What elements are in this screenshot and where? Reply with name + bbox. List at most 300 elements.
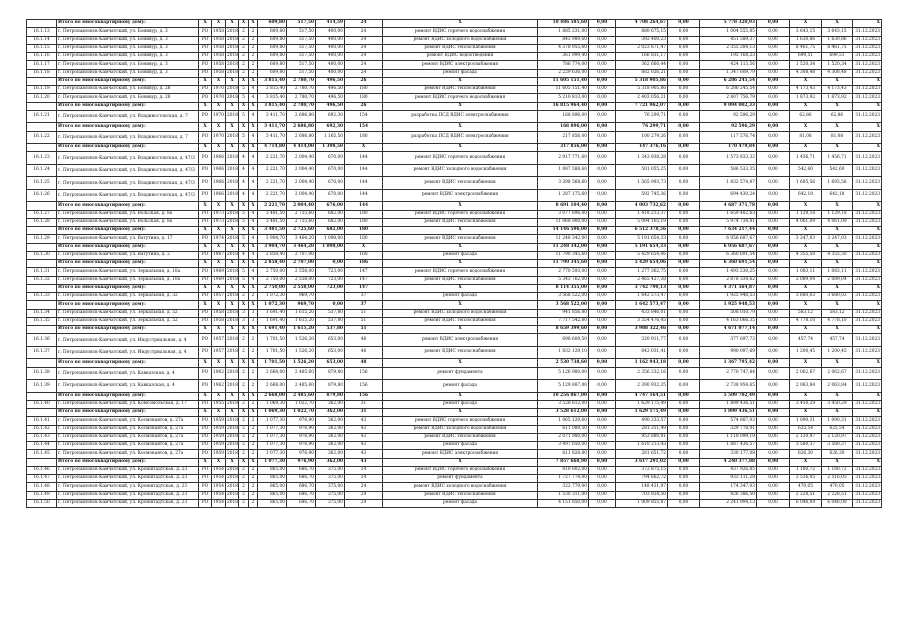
living-area-cell: 1 526,20 [287,359,316,367]
other-funds-cell: 0,00 [757,326,790,334]
owner-funds-cell: 826 386,50 [700,491,757,499]
local-funds-cell: 0,00 [668,202,700,210]
unit-cost-cell: 2 228,51 [790,491,822,499]
nonliving-area-cell [316,251,345,259]
unit-cost-cell: 1 129,18 [790,210,822,218]
year-built-cell: 1959 [212,425,226,433]
deadline-cell: X [853,301,882,309]
deadline-cell: 31.12.2023 [853,251,882,259]
max-unit-cost-cell: 1 083,11 [822,268,853,276]
other-funds-cell: 0,00 [757,450,790,458]
unit-cost-cell: X [790,359,822,367]
owner-funds-cell: 92 596,29 [700,110,757,123]
owner-funds-cell: 1 004 555,85 [700,28,757,36]
total-cost-cell: 611 828,80 [538,450,589,458]
federal-funds-cell: 0,00 [589,268,616,276]
row-number-cell: 16.1.29 [27,235,57,243]
federal-funds-cell: 0,00 [589,260,616,268]
living-area-cell: 2 004,40 [287,202,316,210]
floors-cell: X [239,326,249,334]
owner-funds-cell: 6 286 245,54 [700,77,757,85]
work-type-cell: X [383,20,538,28]
regional-funds-cell: 2 465 427,38 [616,276,668,284]
other-funds-cell: 0,00 [757,189,790,202]
local-funds-cell: 0,00 [668,433,700,441]
total-cost-cell: 2 530 738,60 [538,359,589,367]
unit-cost-cell: 2 063,84 [790,380,822,393]
max-unit-cost-cell: 8 461,75 [822,44,853,52]
regional-funds-cell: 501 055,25 [616,164,668,177]
total-cost-cell: 11 605 151,40 [538,86,589,94]
row-number-cell [27,326,57,334]
owner-type-cell: РО [199,177,212,190]
year-built-cell: 1970 [212,86,226,94]
table-row [27,276,882,284]
address-cell: Итого по многоквартирному дому: [57,284,199,292]
deadline-cell: 31.12.2023 [853,61,882,69]
residents-cell: 48 [345,334,383,347]
address-cell: г. Петропавловск-Камчатский, ул. Бонивур, д. 28 [57,86,199,94]
max-unit-cost-cell: 2 063,84 [822,380,853,393]
entrances-cell: X [249,284,258,292]
year-repair-cell: 2018 [226,442,239,450]
subtotal-row [27,77,882,85]
year-repair-cell: 2018 [226,450,239,458]
nonliving-area-cell: 537,80 [316,309,345,317]
deadline-cell: 31.12.2023 [853,235,882,243]
deadline-cell: 31.12.2023 [853,189,882,202]
total-area-cell: 865,00 [258,491,287,499]
total-area-cell: 3 815,40 [258,94,287,102]
nonliving-area-cell: 375,00 [316,466,345,474]
local-funds-cell: 0,00 [668,367,700,380]
nonliving-area-cell: 653,00 [316,346,345,359]
total-area-cell: 1 701,50 [258,334,287,347]
residents-cell: 154 [345,110,383,123]
nonliving-area-cell: 362,00 [316,450,345,458]
residents-cell: 31 [345,409,383,417]
row-number-cell [27,301,57,309]
owner-funds-cell: 1 899 436,51 [700,409,757,417]
regional-funds-cell: 100 279,26 [616,131,668,144]
living-area-cell: 686,70 [287,483,316,491]
max-unit-cost-cell: 2 089,04 [822,276,853,284]
owner-funds-cell: 933 111,28 [700,475,757,483]
work-type-cell: ремонт ВДИС теплоснабжения [383,317,538,325]
entrances-cell: 4 [249,164,258,177]
floors-cell: 2 [239,483,249,491]
address-cell: Итого по многоквартирному дому: [57,102,199,110]
total-cost-cell: 2 229 636,00 [538,69,589,77]
total-area-cell: 1 077,30 [258,442,287,450]
regional-funds-cell: 148 431,97 [616,483,668,491]
unit-cost-cell: X [790,260,822,268]
nonliving-area-cell: 0,00 [316,301,345,309]
table-row [27,268,882,276]
work-type-cell: ремонт фасада [383,293,538,301]
table-row [27,189,882,202]
owner-type-cell: РО [199,433,212,441]
owner-type-cell: РО [199,36,212,44]
unit-cost-cell: X [790,227,822,235]
federal-funds-cell: 0,00 [589,400,616,408]
residents-cell: 26 [345,102,383,110]
entrances-cell: 2 [249,346,258,359]
living-area-cell: 517,50 [287,44,316,52]
owner-type-cell: РО [199,152,212,165]
owner-funds-cell: 330 177,08 [700,450,757,458]
row-number-cell: 16.1.20 [27,94,57,102]
unit-cost-cell: 457,74 [790,334,822,347]
owner-type-cell: РО [199,334,212,347]
table-row [27,86,882,94]
subtotal-row [27,243,882,251]
year-repair-cell: 2018 [226,61,239,69]
residents-cell: X [345,243,383,251]
regional-funds-cell: 5 191 654,33 [616,235,668,243]
regional-funds-cell: 2 390 932,35 [616,380,668,393]
floors-cell: 5 [239,235,249,243]
deadline-cell: 31.12.2023 [853,28,882,36]
table-row [27,475,882,483]
living-area-cell: 2 558,00 [287,276,316,284]
total-area-cell: 1 077,30 [258,450,287,458]
subtotal-row [27,102,882,110]
regional-funds-cell: 1 642 573,47 [616,301,668,309]
row-number-cell [27,392,57,400]
total-area-cell: 4 714,80 [258,144,287,152]
year-repair-cell: 2018 [226,499,239,507]
entrances-cell: X [249,102,258,110]
unit-cost-cell: 1 456,71 [790,152,822,165]
regional-funds-cell: 362 660,44 [616,61,668,69]
local-funds-cell: 0,00 [668,392,700,400]
row-number-cell [27,102,57,110]
nonliving-area-cell: 362,00 [316,425,345,433]
max-unit-cost-cell: X [822,227,853,235]
other-funds-cell: 0,00 [757,235,790,243]
year-built-cell: X [212,77,226,85]
federal-funds-cell: 0,00 [589,483,616,491]
year-built-cell: 1959 [212,450,226,458]
row-number-cell: 16.1.15 [27,44,57,52]
living-area-cell: 2 686,80 [287,110,316,123]
total-area-cell: 2 221,70 [258,177,287,190]
year-repair-cell: X [226,326,239,334]
total-area-cell: 609,80 [258,53,287,61]
other-funds-cell: 0,00 [757,69,790,77]
deadline-cell: X [853,123,882,131]
entrances-cell: 2 [249,380,258,393]
entrances-cell: 2 [249,334,258,347]
owner-type-cell: РО [199,210,212,218]
max-unit-cost-cell: 4 355,50 [822,251,853,259]
year-repair-cell: 2018 [226,69,239,77]
max-unit-cost-cell: 2 062,67 [822,367,853,380]
address-cell: Итого по многоквартирному дому: [57,202,199,210]
living-area-cell: 517,50 [287,20,316,28]
year-built-cell: 1966 [212,152,226,165]
other-funds-cell: 0,00 [757,359,790,367]
total-cost-cell: 10 256 867,00 [538,392,589,400]
table-row [27,499,882,507]
entrances-cell: 2 [249,491,258,499]
owner-funds-cell: 4 671 077,14 [700,326,757,334]
total-cost-cell: 941 856,80 [538,309,589,317]
entrances-cell: 4 [249,110,258,123]
federal-funds-cell: 0,00 [589,499,616,507]
total-cost-cell: 4 151 850,00 [538,499,589,507]
living-area-cell: 2 004,40 [287,152,316,165]
owner-type-cell: РО [199,425,212,433]
work-type-cell: ремонт ВДИС горячего водоснабжения [383,94,538,102]
max-unit-cost-cell: 6 046,09 [822,499,853,507]
total-area-cell: 1 077,30 [258,425,287,433]
local-funds-cell: 0,00 [668,425,700,433]
deadline-cell: 31.12.2023 [853,317,882,325]
entrances-cell: 2 [249,53,258,61]
other-funds-cell: 0,00 [757,475,790,483]
local-funds-cell: 0,00 [668,53,700,61]
local-funds-cell: 0,00 [668,450,700,458]
address-cell: г. Петропавловск-Камчатский, ул. Владивостокская, д. 7 [57,131,199,144]
local-funds-cell: 0,00 [668,102,700,110]
living-area-cell: 969,70 [287,293,316,301]
residents-cell: 24 [345,499,383,507]
unit-cost-cell: X [790,243,822,251]
nonliving-area-cell: 362,00 [316,433,345,441]
residents-cell: 43 [345,442,383,450]
floors-cell: 2 [239,53,249,61]
unit-cost-cell: 2 062,67 [790,367,822,380]
row-number-cell: 16.1.26 [27,189,57,202]
total-cost-cell: 14 146 596,00 [538,227,589,235]
nonliving-area-cell: 375,00 [316,499,345,507]
regional-funds-cell: 3 988 322,46 [616,326,668,334]
subtotal-row [27,144,882,152]
residents-cell: 24 [345,466,383,474]
entrances-cell: X [249,202,258,210]
row-number-cell [27,284,57,292]
total-cost-cell: 10 486 585,60 [538,20,589,28]
owner-type-cell: РО [199,69,212,77]
regional-funds-cell: 392 400,23 [616,36,668,44]
entrances-cell: 2 [249,61,258,69]
owner-type-cell: РО [199,450,212,458]
other-funds-cell: 0,00 [757,317,790,325]
owner-funds-cell: 2 770 747,84 [700,367,757,380]
year-repair-cell: X [226,77,239,85]
row-number-cell: 16.1.37 [27,346,57,359]
address-cell: г. Петропавловск-Камчатский, ул. Зеркальная, д. 52 [57,309,199,317]
deadline-cell: 31.12.2023 [853,110,882,123]
entrances-cell: X [249,392,258,400]
row-number-cell: 16.1.27 [27,210,57,218]
work-type-cell: ремонт ВДИС холодного водоснабжения [383,483,538,491]
regional-funds-cell: 281 651,72 [616,450,668,458]
address-cell: г. Петропавловск-Камчатский, ул. Комсомольская, д. 17 [57,400,199,408]
row-number-cell: 16.1.19 [27,86,57,94]
subtotal-row [27,284,882,292]
unit-cost-cell: 1 520,34 [790,61,822,69]
deadline-cell: 31.12.2023 [853,293,882,301]
unit-cost-cell: 699,51 [790,53,822,61]
entrances-cell: 2 [249,475,258,483]
owner-type-cell: РО [199,475,212,483]
total-cost-cell: 317 856,00 [538,144,589,152]
row-number-cell [27,409,57,417]
entrances-cell: 2 [249,499,258,507]
living-area-cell: 976,90 [287,417,316,425]
local-funds-cell: 0,00 [668,268,700,276]
nonliving-area-cell: 362,00 [316,400,345,408]
deadline-cell: X [853,144,882,152]
row-number-cell: 16.1.21 [27,110,57,123]
max-unit-cost-cell: X [822,77,853,85]
living-area-cell: 2 686,80 [287,131,316,144]
regional-funds-cell: 1 629 175,49 [616,400,668,408]
federal-funds-cell: 0,00 [589,123,616,131]
total-cost-cell: 11 790 345,60 [538,251,589,259]
floors-cell: X [239,458,249,466]
residents-cell: 24 [345,491,383,499]
federal-funds-cell: 0,00 [589,94,616,102]
row-number-cell: 16.1.46 [27,466,57,474]
other-funds-cell: 0,00 [757,243,790,251]
owner-type-cell: X [199,20,212,28]
address-cell: г. Петропавловск-Камчатский, ул. Зеркальная, д. 32 [57,293,199,301]
unit-cost-cell: 4 061,09 [790,218,822,226]
address-cell: г. Петропавловск-Камчатский, ул. Зеркальная, д. 52 [57,317,199,325]
total-area-cell: 609,80 [258,69,287,77]
floors-cell: 2 [239,442,249,450]
max-unit-cost-cell: 642,18 [822,189,853,202]
total-area-cell: 2 221,70 [258,164,287,177]
subtotal-row [27,227,882,235]
total-cost-cell: 8 691 104,40 [538,202,589,210]
owner-funds-cell: 1 493 230,25 [700,268,757,276]
floors-cell: 5 [239,110,249,123]
local-funds-cell: 0,00 [668,177,700,190]
owner-funds-cell: 1 659 482,63 [700,210,757,218]
owner-type-cell: X [199,458,212,466]
owner-type-cell: X [199,326,212,334]
nonliving-area-cell: 879,80 [316,380,345,393]
deadline-cell: X [853,202,882,210]
floors-cell: 5 [239,86,249,94]
year-repair-cell: 2018 [226,483,239,491]
federal-funds-cell: 0,00 [589,131,616,144]
regional-funds-cell: 4 747 164,51 [616,392,668,400]
unit-cost-cell: 4 778,10 [790,317,822,325]
other-funds-cell: 0,00 [757,260,790,268]
max-unit-cost-cell: 1 090,31 [822,417,853,425]
residents-cell: 180 [345,235,383,243]
table-row [27,380,882,393]
work-type-cell: разработка ПСД ВДИС электроснабжения [383,131,538,144]
owner-type-cell: РО [199,367,212,380]
regional-funds-cell: 4 003 732,62 [616,202,668,210]
unit-cost-cell: 4 355,50 [790,251,822,259]
work-type-cell: X [383,409,538,417]
floors-cell: 2 [239,433,249,441]
work-type-cell: ремонт ВДИС водоотведения [383,53,538,61]
federal-funds-cell: 0,00 [589,475,616,483]
work-type-cell: ремонт ВДИС холодного водоснабжения [383,425,538,433]
total-area-cell: 1 691,40 [258,317,287,325]
regional-funds-cell: 5 191 654,33 [616,243,668,251]
total-cost-cell: 11 248 342,00 [538,235,589,243]
deadline-cell: 31.12.2023 [853,177,882,190]
local-funds-cell: 0,00 [668,69,700,77]
total-area-cell: 865,00 [258,499,287,507]
work-type-cell: X [383,260,538,268]
deadline-cell: 31.12.2023 [853,86,882,94]
local-funds-cell: 0,00 [668,309,700,317]
deadline-cell: 31.12.2023 [853,152,882,165]
entrances-cell: 2 [249,44,258,52]
regional-funds-cell: 147 376,16 [616,144,668,152]
year-repair-cell: 2018 [226,268,239,276]
unit-cost-cell: 4 308,48 [790,69,822,77]
owner-funds-cell: 6 360 691,54 [700,260,757,268]
address-cell: г. Петропавловск-Камчатский, ул. Кронштадтская, д. 23 [57,499,199,507]
regional-funds-cell: 1 610 213,43 [616,442,668,450]
total-cost-cell: 786 774,00 [538,61,589,69]
residents-cell: 24 [345,61,383,69]
floors-cell: 2 [239,61,249,69]
year-repair-cell: 2018 [226,400,239,408]
nonliving-area-cell: 723,00 [316,276,345,284]
regional-funds-cell: 6 512 378,56 [616,227,668,235]
year-repair-cell: 2018 [226,177,239,190]
other-funds-cell: 0,00 [757,36,790,44]
floors-cell: X [239,144,249,152]
total-area-cell: 3 481,50 [258,218,287,226]
owner-type-cell: X [199,260,212,268]
year-repair-cell: 2018 [226,475,239,483]
deadline-cell: 31.12.2023 [853,380,882,393]
floors-cell: X [239,227,249,235]
nonliving-area-cell: 723,00 [316,284,345,292]
nonliving-area-cell: 879,80 [316,392,345,400]
unit-cost-cell: 625,54 [790,425,822,433]
entrances-cell: X [249,227,258,235]
owner-type-cell: X [199,102,212,110]
table-row [27,251,882,259]
year-repair-cell: 2018 [226,110,239,123]
year-built-cell: 1973 [212,218,226,226]
residents-cell: 147 [345,268,383,276]
regional-funds-cell: 1 418 213,37 [616,210,668,218]
address-cell: г. Петропавловск-Камчатский, ул. Бонивур, д. 3 [57,44,199,52]
regional-funds-cell: 1 277 362,75 [616,268,668,276]
owner-type-cell: РО [199,28,212,36]
federal-funds-cell: 0,00 [589,86,616,94]
year-built-cell: 1955 [212,400,226,408]
regional-funds-cell: 2 403 056,21 [616,94,668,102]
total-area-cell: 1 691,40 [258,309,287,317]
max-unit-cost-cell: 3 643,15 [822,28,853,36]
owner-funds-cell: 1 573 833,32 [700,152,757,165]
local-funds-cell: 0,00 [668,77,700,85]
owner-funds-cell: 174 347,03 [700,483,757,491]
regional-funds-cell: 953 880,81 [616,433,668,441]
year-repair-cell: 2018 [226,44,239,52]
local-funds-cell: 0,00 [668,417,700,425]
total-cost-cell: 1 832 129,10 [538,346,589,359]
year-built-cell: 1958 [212,53,226,61]
